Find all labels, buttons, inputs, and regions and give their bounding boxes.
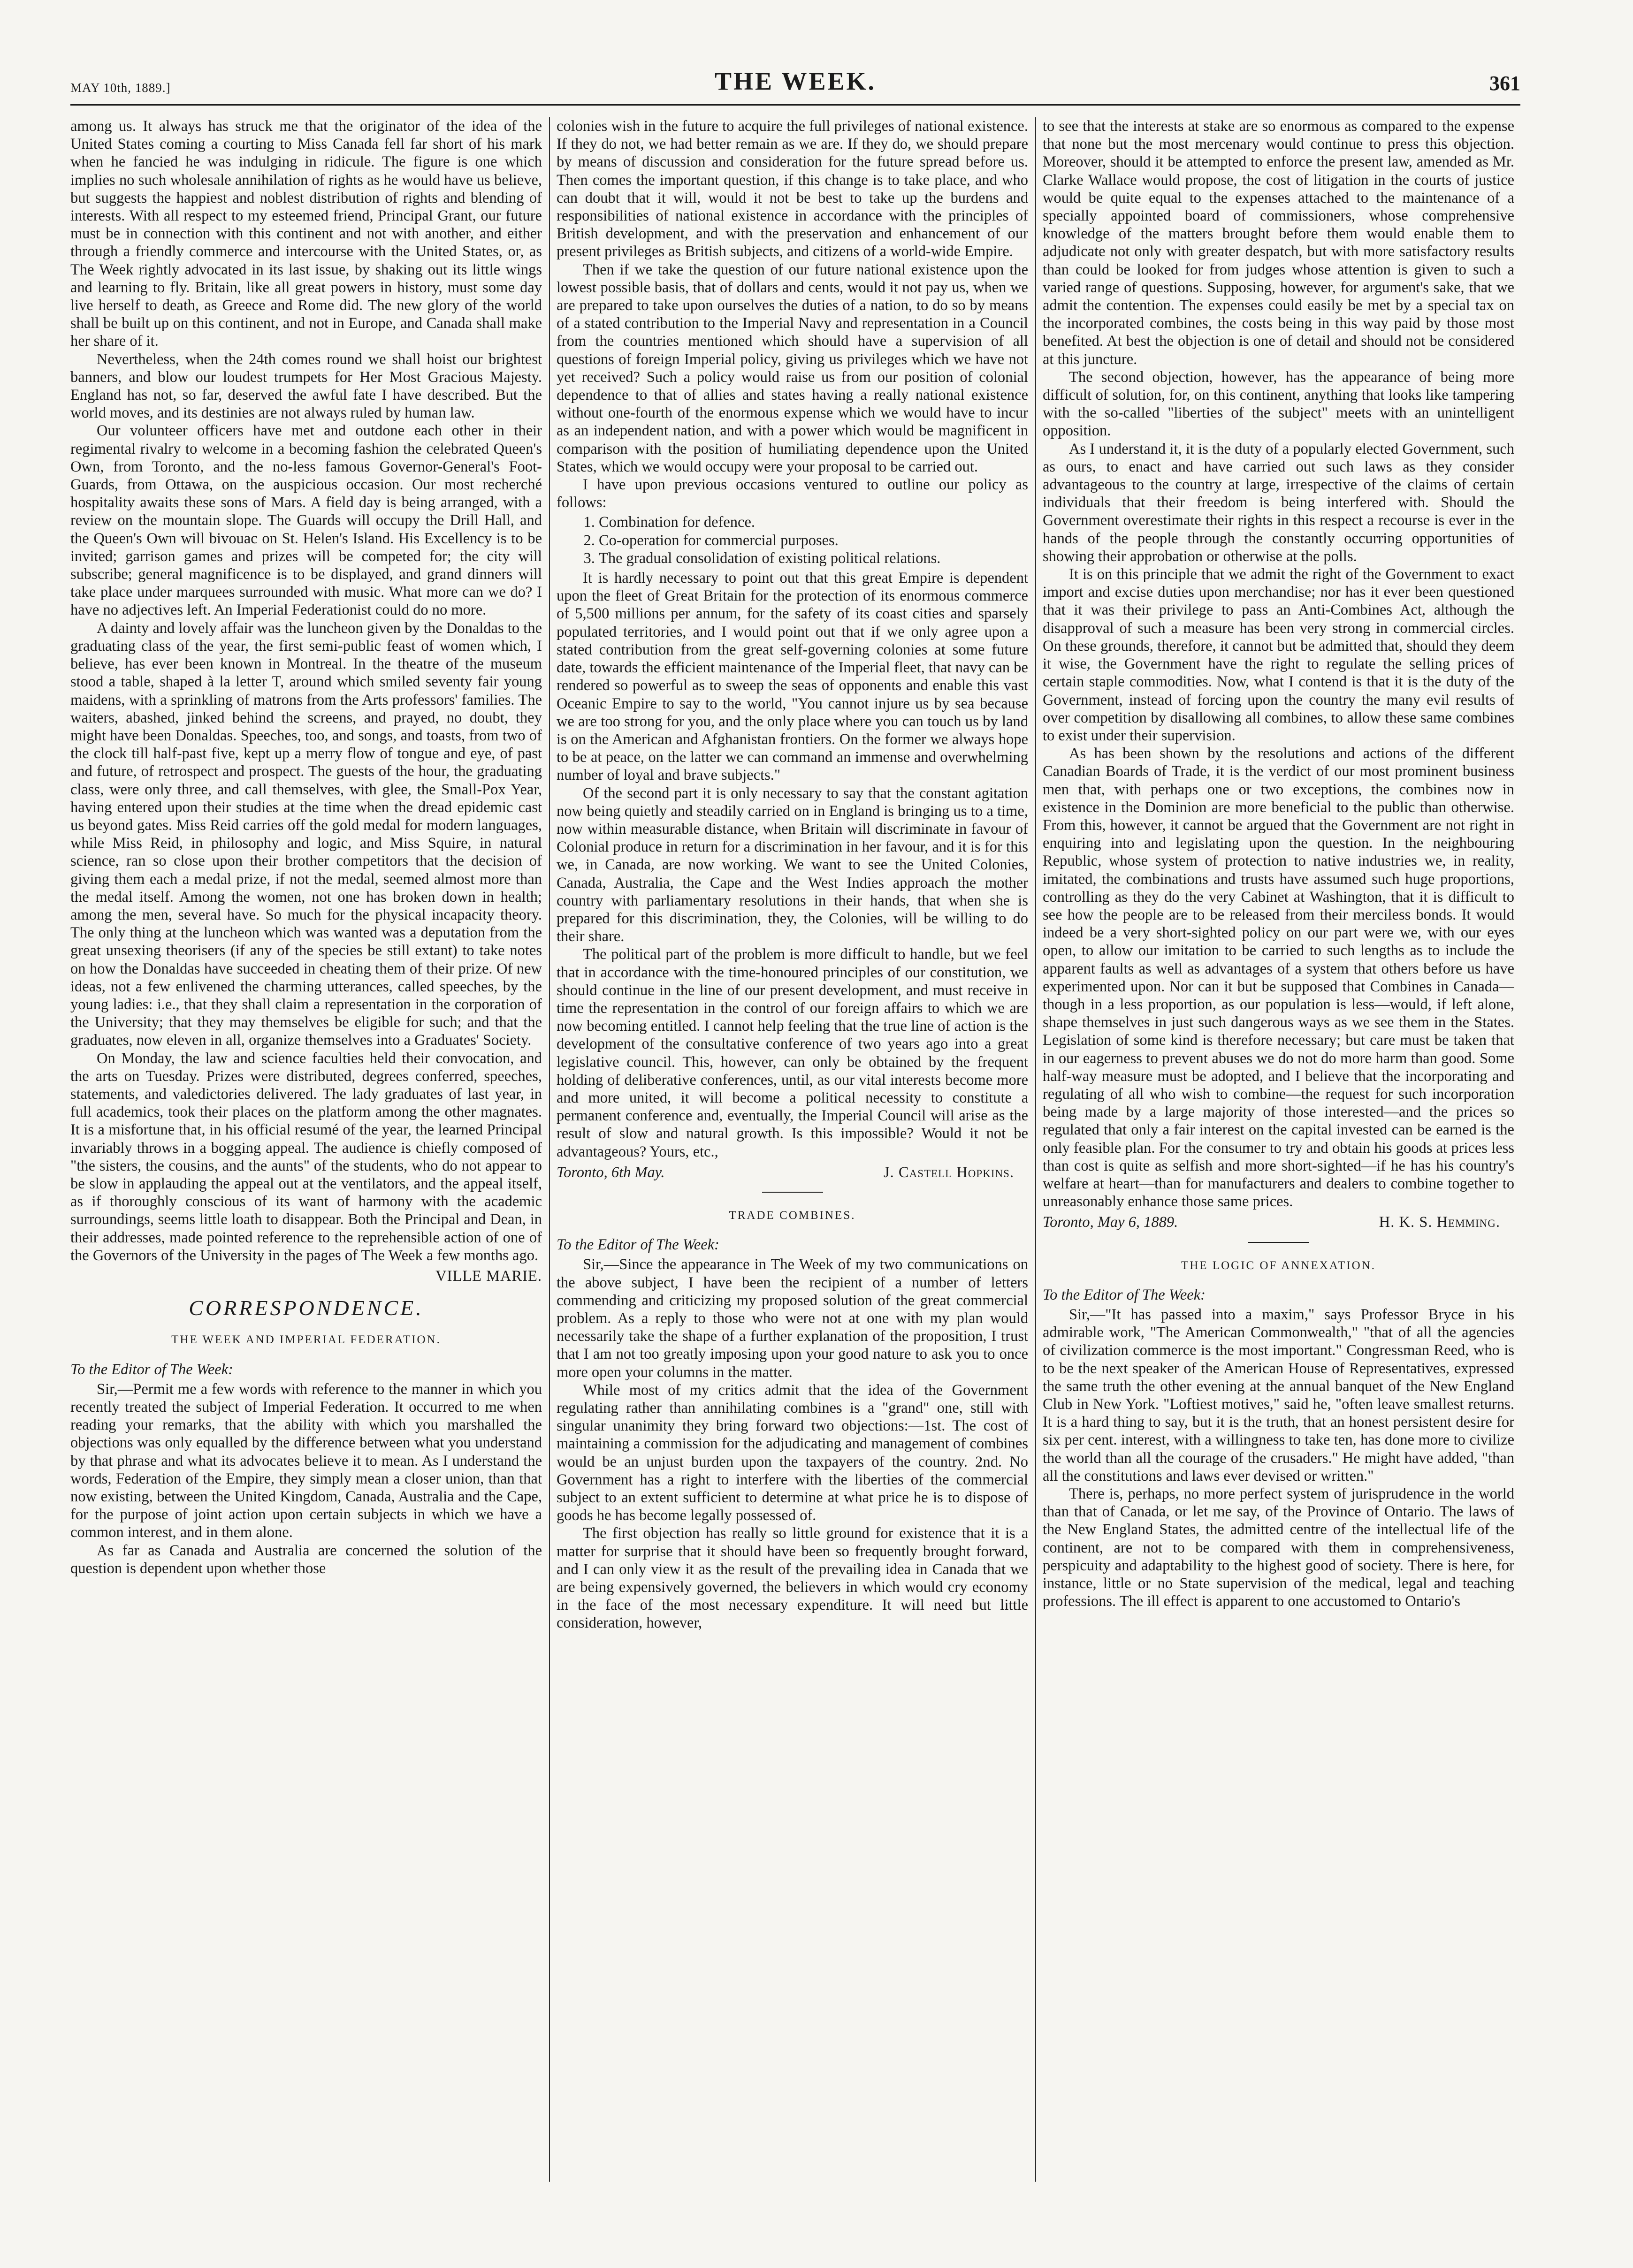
signature-place: Toronto, 6th May. [557, 1164, 665, 1181]
signature-name: H. K. S. Hemming. [1379, 1214, 1500, 1231]
letter-salutation: To the Editor of The Week: [70, 1361, 233, 1378]
letter-signature [557, 1164, 1028, 1181]
page-header [70, 67, 1520, 104]
column-divider [549, 117, 550, 2182]
article-paragraph: On Monday, the law and science faculties held their convocation, and the arts on Tuesday. Prizes were distributed, degrees conferred, speeches, statements, and valedictories delivered. The lady graduates of last year, in full academics, took their places on the platform among the other magnates. It is a misfortune that, in his official resumé of the year, the learned Principal invariably throws in a bogging appeal. The audience is chiefly composed of "the sisters, the cousins, and the aunts" of the students, who do not appear to be slow in applauding the appeal out at the ventilators, and the appeal itself, as if thoroughly conscious of its want of harmony with the academic surroundings, seems little loath to disappear. Both the Principal and Dean, in their addresses, made pointed reference to the reprehensible action of one of the Governors of the University in the pages of The Week a few months ago. [70, 1050, 542, 1264]
article-signature: VILLE MARIE. [435, 1268, 542, 1285]
letter-paragraph: It is on this principle that we admit the right of the Government to exact import and excise duties upon merchandise; nor has it ever been questioned that it was their privilege to pass an Anti-Combines Act, although the disapproval of such a measure has been very strong in commercial circles. On these grounds, therefore, it cannot but be admitted that, should they deem it wise, the Government have the right to regulate the selling prices of certain staple commodities. Now, what I contend is that it is the duty of the Government, instead of forcing upon the country the many evil results of over competition by disallowing all combines, to allow these same combines to exist under their supervision. [1043, 566, 1514, 744]
separator-rule [1248, 1242, 1309, 1243]
header-rule [70, 104, 1520, 106]
letter-salutation: To the Editor of The Week: [1043, 1286, 1206, 1303]
letter-paragraph: As I understand it, it is the duty of a popularly elected Government, such as ours, to enact and have carried out such laws as they consider advantageous to the country at large, irrespective of the claims of certain individuals that their freedom is being interfered with. Should the Government overestimate their rights in this respect a recourse is ever in the hands of the people through the constantly occurring opportunities of showing their approbation or otherwise at the polls. [1043, 440, 1514, 565]
list-item: 2. Co-operation for commercial purposes. [599, 532, 1028, 549]
issue-date: MAY 10th, 1889.] [70, 81, 171, 95]
letter-paragraph: to see that the interests at stake are so enormous as compared to the expense that none but the most mercenary would continue to press this objection. Moreover, should it be attempted to enforce the present law, amended as Mr. Clarke Wallace would propose, the cost of litigation in the courts of justice would be quite equal to the expenses attached to the maintenance of a specially appointed board of commissioners, whose comprehensive knowledge of the matters brought before them would enable them to adjudicate not only with greater despatch, but with more satisfactory results than could be looked for from judges whose attention is given to such a varied range of questions. Supposing, however, for argument's sake, that we admit the contention. The expenses could easily be met by a special tax on the incorporated combines, the costs being in this way paid by those most benefited. At best the objection is one of detail and should not be considered at this juncture. [1043, 118, 1514, 368]
letter-paragraph: The second objection, however, has the appearance of being more difficult of solution, for, on this continent, anything that looks like tampering with the so-called "liberties of the subject" meets with an unintelligent opposition. [1043, 368, 1514, 440]
letter-paragraph: Sir,—Since the appearance in The Week of my two communications on the above subject, I have been the recipient of a number of letters commending and criticizing my proposed solution of the great commercial problem. As a reply to those who were not at one with my plan would necessarily take the shape of a further explanation of the proposition, I trust that I am not too greatly imposing upon your good nature to ask you to once more open your columns in the matter. [557, 1256, 1028, 1381]
separator-rule [762, 1192, 823, 1193]
letter-paragraph: While most of my critics admit that the idea of the Government regulating rather than annihilating combines is a "grand" one, still with singular unanimity they bring forward two objections:—1st. The cost of maintaining a commission for the adjudicating and management of combines would be an unjust burden upon the taxpayers of the country. 2nd. No Government has a right to interfere with the liberties of the commercial subject to an extent sufficient to determine at what price he is to dispose of goods he has become legally possessed of. [557, 1381, 1028, 1524]
letter-paragraph: The first objection has really so little ground for existence that it is a matter for surprise that it should have been so frequently brought forward, and I can only view it as the result of the prevailing idea in Canada that we are being expensively governed, the believers in which would cry economy in the face of the most necessary expenditure. It will need but little consideration, however, [557, 1525, 1028, 1632]
column-3 [1043, 117, 1514, 2200]
page-number: 361 [1489, 72, 1520, 95]
letter-paragraph: As has been shown by the resolutions and actions of the different Canadian Boards of Trade, it is the verdict of our most prominent business men that, with perhaps one or two exceptions, the combines now in existence in the Dominion are more beneficial to the public than otherwise. From this, however, it cannot be argued that the Government are not right in enquiring into and legislating upon the question. In the neighbouring Republic, whose system of protection to native industries we, in reality, imitated, the combinations and trusts have assumed such huge proportions, controlling as they do the very Cabinet at Washington, that it is difficult to see how the people are to be released from their merciless bonds. It would indeed be a very short-sighted policy on our part were we, with our eyes open, to allow our imitation to be carried to such lengths as to include the apparent faults as well as advantages of a system that others before us have experimented upon. Nor can it but be supposed that Combines in Canada—though in a less proportion, as our population is less—would, if left alone, shape themselves in just such dangerous ways as we see them in the States. Legislation of some kind is therefore necessary; but care must be taken that in our eagerness to prevent abuses we do not do more harm than good. Some half-way measure must be adopted, and I believe that the incorporating and regulating of all who wish to combine—the request for such incorporation being made by a large majority of those interested—and the prices so regulated that only a fair interest on the capital invested can be earned is the only feasible plan. For the consumer to try and obtain his goods at prices less than cost is quite as selfish and more short-sighted—if he has his country's welfare at heart—than for manufacturers and dealers to combine together to unreasonably enhance those same prices. [1043, 745, 1514, 1210]
masthead-title: THE WEEK. [714, 67, 877, 95]
column-1 [70, 117, 542, 2200]
letter-paragraph: I have upon previous occasions ventured to outline our policy as follows: [557, 476, 1028, 511]
letter-paragraph: It is hardly necessary to point out that this great Empire is dependent upon the fleet of Great Britain for the protection of its enormous commerce of 5,500 millions per annum, for the safety of its coast cities and sparsely populated territories, and I would point out that if we only agree upon a stated contribution from the great self-governing colonies at some future date, towards the efficient maintenance of the Imperial fleet, that navy can be rendered so powerful as to sweep the seas of opponents and enable this vast Oceanic Empire to say to the world, "You cannot injure us by sea because we are too strong for you, and the only place where you can touch us by land is on the American and Afghanistan frontiers. On the former we always hope to be at peace, on the latter we can command an immense and overwhelming number of loyal and brave subjects." [557, 570, 1028, 784]
letter-title: TRADE COMBINES. [729, 1209, 856, 1222]
letter-paragraph: Sir,—"It has passed into a maxim," says Professor Bryce in his admirable work, "The American Commonwealth," "that of all the agencies of civilization commerce is the most important." Congressman Reed, who is to be the next speaker of the American House of Representatives, expressed the same truth the other evening at the annual banquet of the New England Club in New York. "Loftiest motives," said he, "often leave smallest returns. It is a hard thing to say, but it is the truth, that an honest persistent desire for six per cent. interest, with a willingness to take ten, has done more to civilize the world than all the courage of the crusaders." He might have added, "than all the constitutions and laws ever devised or written." [1043, 1306, 1514, 1484]
letter-title: THE LOGIC OF ANNEXATION. [1181, 1259, 1376, 1272]
letter-signature [1043, 1213, 1514, 1231]
list-item: 3. The gradual consolidation of existing political relations. [599, 549, 1028, 567]
signature-name: J. Castell Hopkins. [884, 1164, 1014, 1181]
letter-paragraph: As far as Canada and Australia are concerned the solution of the question is dependent upon whether those [70, 1542, 542, 1577]
letter-salutation: To the Editor of The Week: [557, 1236, 719, 1254]
letter-title: THE WEEK AND IMPERIAL FEDERATION. [171, 1333, 441, 1347]
list-item: 1. Combination for defence. [599, 513, 1028, 531]
signature-place: Toronto, May 6, 1889. [1043, 1214, 1178, 1231]
section-heading-correspondence: CORRESPONDENCE. [189, 1296, 424, 1320]
letter-paragraph: There is, perhaps, no more perfect system of jurisprudence in the world than that of Canada, or let me say, of the Province of Ontario. The laws of the New England States, the admitted centre of the intellectual life of the continent, are not to be compared with them in comprehensiveness, perspicuity and adaptability to the highest good of society. There is here, for instance, little or no State supervision of the medical, legal and teaching professions. The ill effect is apparent to one accustomed to Ontario's [1043, 1485, 1514, 1610]
policy-list [599, 513, 1028, 567]
letter-paragraph: Of the second part it is only necessary to say that the constant agitation now being quietly and steadily carried on in England is bringing us to a time, now within measurable distance, when Britain will discriminate in favour of Colonial produce in return for a discrimination in her favour, and it is for this we, in Canada, are now working. We want to see the United Colonies, Canada, Australia, the Cape and the West Indies approach the mother country with parliamentary resolutions in their hands, that when she is prepared for this discrimination, they, the Colonies, will be willing to do their share. [557, 784, 1028, 945]
letter-paragraph: Sir,—Permit me a few words with reference to the manner in which you recently treated the subject of Imperial Federation. It occurred to me when reading your remarks, that the ability with which you marshalled the objections was only equalled by the difference between what you understand by that phrase and what its advocates believe it to mean. As I understand the words, Federation of the Empire, they simply mean a closer union, than that now existing, between the United Kingdom, Canada, Australia and the Cape, for the purpose of joint action upon certain subjects in which we have a common interest, and in them alone. [70, 1380, 542, 1541]
letter-paragraph: The political part of the problem is more difficult to handle, but we feel that in accordance with the time-honoured principles of our constitution, we should continue in the line of our present development, and must receive in time the representation in the control of our foreign affairs to which we are now becoming entitled. I cannot help feeling that the true line of action is the development of the consultative conference of two years ago into a great legislative council. This, however, can only be obtained by the frequent holding of deliberative conferences, until, as our vital interests become more and more united, it will become a political necessity to constitute a permanent conference and, eventually, the Imperial Council will arise as the result of slow and natural growth. Is this impossible? Would it not be advantageous? Yours, etc., [557, 946, 1028, 1160]
article-paragraph: A dainty and lovely affair was the luncheon given by the Donaldas to the graduating class of the year, the first semi-public feast of women which, I believe, has ever been known in Montreal. In the theatre of the museum stood a table, shaped à la letter T, around which smiled seventy fair young maidens, with a sprinkling of matrons from the Arts professors' families. The waiters, abashed, jinked behind the screens, and prayed, no doubt, they might have been Donaldas. Speeches, too, and songs, and toasts, from two of the clock till half-past five, kept up a merry flow of tongue and eye, of past and future, of retrospect and prospect. The guests of the hour, the graduating class, were only three, and call themselves, with glee, the Small-Pox Year, having entered upon their studies at the time when the dread epidemic cast us beyond gates. Miss Reid carries off the gold medal for modern languages, while Miss Reid, in philosophy and logic, and Miss Squire, in natural science, ran so close upon their brother competitors that the decision of giving them each a medal prize, if not the medal, seemed almost more than the medal itself. Among the women, not one has broken down in health; among the men, several have. So much for the physical incapacity theory. The only thing at the luncheon which was wanted was a deputation from the great unsexing theorisers (if any of the species be still extant) to take notes on how the Donaldas have succeeded in cheating them of their prize. Of new ideas, not a few enlivened the charming utterances, called speeches, by the young ladies: i.e., that they shall claim a representation in the corporation of the University; that they may themselves be eligible for such; and that the graduates, now eleven in all, organize themselves into a Graduates' Society. [70, 619, 542, 1049]
letter-paragraph: colonies wish in the future to acquire the full privileges of national existence. If they do not, we had better remain as we are. If they do, we should prepare by means of discussion and consideration for the future spread before us. Then comes the important question, if this change is to take place, and who can doubt that it will, would it not be best to take up the burdens and responsibilities of national existence in accordance with the principles of British development, and with the preservation and enhancement of our present privileges as British subjects, and citizens of a world-wide Empire. [557, 118, 1028, 260]
column-2 [557, 117, 1028, 2200]
article-paragraph: Our volunteer officers have met and outdone each other in their regimental rivalry to welcome in a becoming fashion the celebrated Queen's Own, from Toronto, and the no-less famous Governor-General's Foot-Guards, from Ottawa, on the auspicious occasion. Our most recherché hospitality awaits these sons of Mars. A field day is being arranged, with a review on the mountain slope. The Guards will occupy the Drill Hall, and the Queen's Own will bivouac on St. Helen's Island. His Excellency is to be invited; garrison games and prizes will be competed for; the city will subscribe; general magnificence is to be displayed, and grand dinners will take place under marquees surrounded with music. What more can we do? I have no adjectives left. An Imperial Federationist could do no more. [70, 422, 542, 619]
letter-paragraph: Then if we take the question of our future national existence upon the lowest possible basis, that of dollars and cents, would it not pay us, when we are prepared to take upon ourselves the duties of a nation, to do so by means of a stated contribution to the Imperial Navy and representation in a Council from the countries mentioned which should have a supervision of all questions of foreign Imperial policy, giving us privileges which we have not yet received? Such a policy would raise us from our position of colonial dependence to that of allies and states having a really national existence without one-fourth of the enormous expense which we would have to incur as an independent nation, and with a power which would be magnificent in comparison with the position of humiliating dependence upon the United States, which we would occupy were your proposal to be carried out. [557, 261, 1028, 475]
article-paragraph: Nevertheless, when the 24th comes round we shall hoist our brightest banners, and blow our loudest trumpets for Her Most Gracious Majesty. England has not, so far, deserved the awful fate I have described. But the world moves, and its destinies are not always ruled by human law. [70, 350, 542, 422]
column-divider [1035, 117, 1036, 2182]
article-paragraph: among us. It always has struck me that the originator of the idea of the United States coming a courting to Miss Canada fell far short of his mark when he fancied he was indulging in ridicule. The figure is one which implies no such wholesale annihilation of rights as he would have us believe, but suggests the happiest and noblest distribution of rights and blending of interests. With all respect to my esteemed friend, Principal Grant, our future must be in connection with this continent and not with another, and either through a friendly commerce and intercourse with the United States, or, as The Week rightly advocated in its last issue, by shaking out its little wings and learning to fly. Britain, like all great powers in history, must some day live herself to death, as Greece and Rome did. The new glory of the world shall be built up on this continent, and not in Europe, and Canada shall make her share of it. [70, 118, 542, 350]
